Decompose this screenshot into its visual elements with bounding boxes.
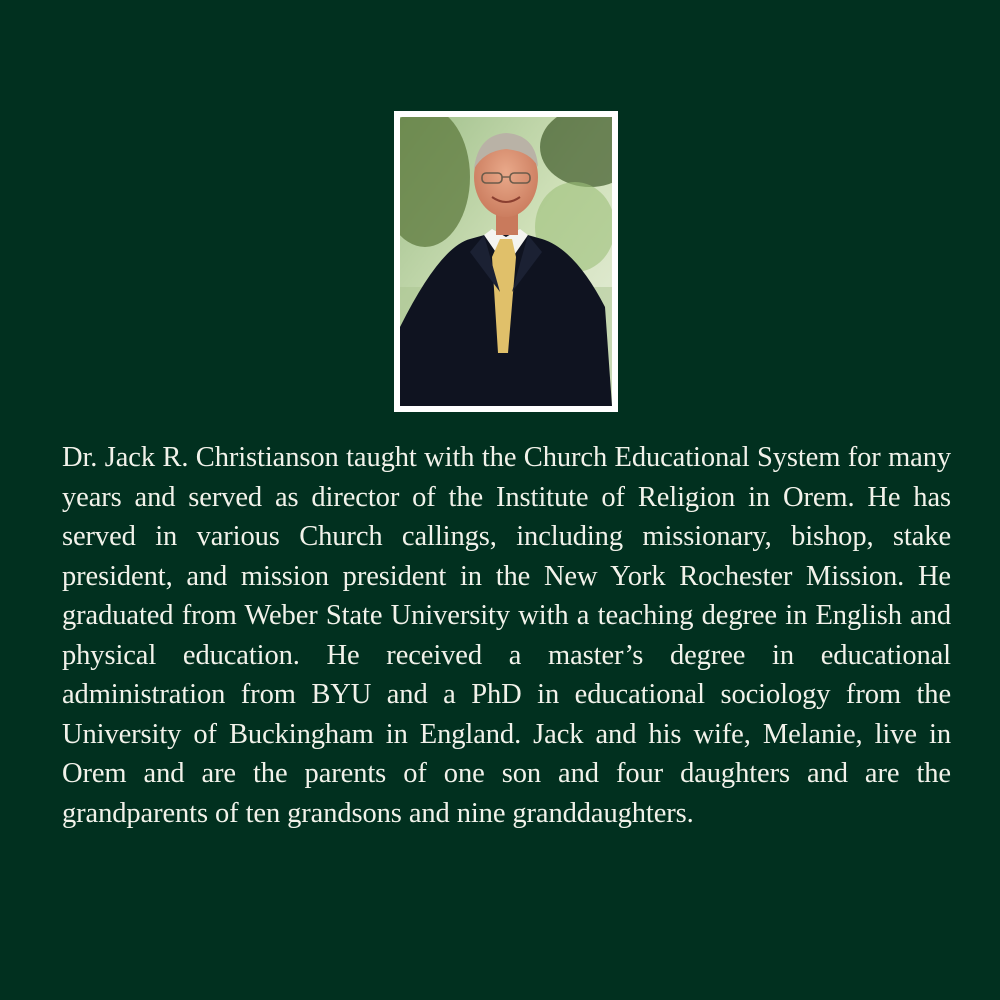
author-portrait (394, 111, 618, 412)
author-biography: Dr. Jack R. Christianson taught with the Church Educational System for many years and served as director of the Institute of Religion in Orem. He has served in various Church callings, including missionary, bishop, stake president, and mission president in the New York Rochester Mission. He graduated from Weber State University with a teaching degree in English and physical education. He received a master’s degree in educational administration from BYU and a PhD in educational sociology from the University of Buckingham in England. Jack and his wife, Melanie, live in Orem and are the parents of one son and four daughters and are the grandparents of ten grandsons and nine granddaughters. (62, 442, 951, 829)
author-portrait-photo (400, 117, 612, 406)
